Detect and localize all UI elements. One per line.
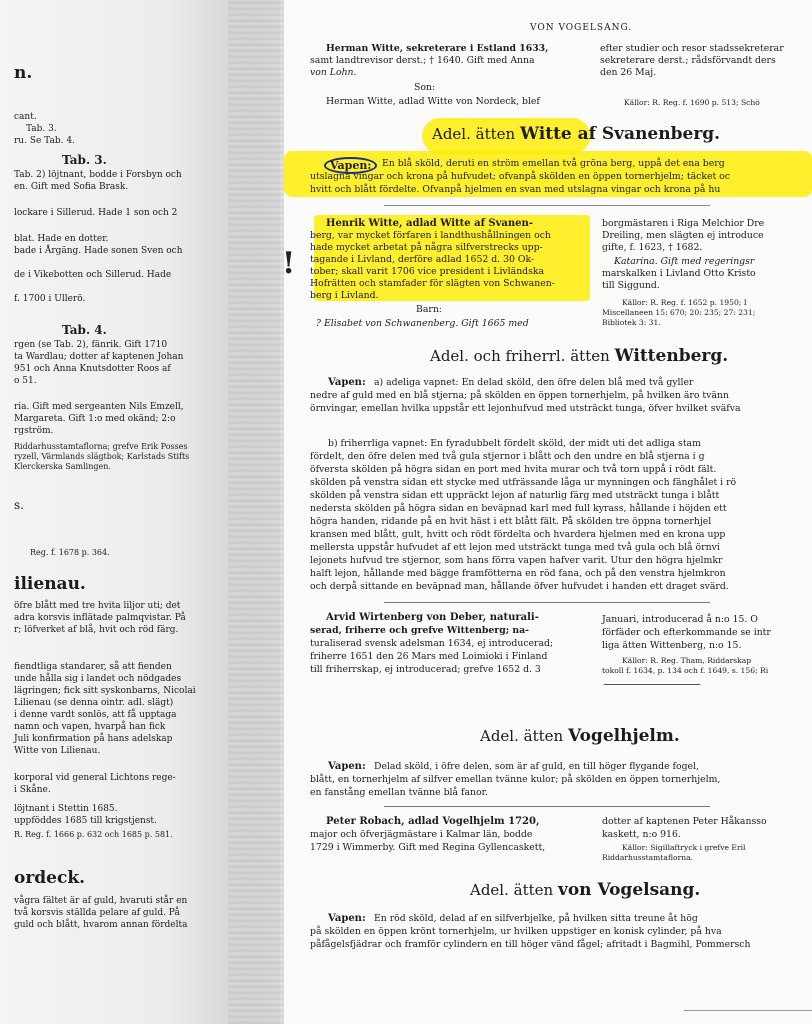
- left-line: Tab. 2) löjtnant, bodde i Forsbyn och: [14, 170, 182, 180]
- left-line: blat. Hade en dotter.: [14, 234, 109, 244]
- entry-line: kaskett, n:o 916.: [602, 829, 681, 840]
- entry-line: Arvid Wirtenberg von Deber, naturali-: [326, 612, 539, 623]
- left-line: lockare i Sillerud. Hade 1 son och 2: [14, 208, 178, 218]
- left-heading-fragment: n.: [14, 63, 33, 83]
- left-line: Margareta. Gift 1:o med okänd; 2:o: [14, 414, 176, 424]
- entry-line: hade mycket arbetat på några silfverstrecks upp-: [310, 242, 543, 253]
- left-line: de i Vikebotten och Sillerud. Hade: [14, 270, 172, 280]
- text-line: sekreterare derst.; rådsförvandt ders: [600, 55, 776, 66]
- left-line: Juli konfirmation på hans adelskap: [14, 734, 173, 744]
- vapen-text: på skölden en öppen krönt tornerhjelm, ur hvilken uppstiger en konisk cylinder, på hva: [310, 926, 722, 937]
- vapen-text: fördelt, den öfre delen med två gula stjernor i blått och den undre en blå stjerna i g: [310, 451, 705, 462]
- separator-line: [384, 205, 710, 206]
- entry-line: major och öfverjägmästare i Kalmar län, bodde: [310, 829, 533, 840]
- left-heading-fragment: ilienau.: [14, 574, 86, 594]
- entry-line: liga ätten Wittenberg, n:o 15.: [602, 640, 742, 651]
- left-line: ria. Gift med sergeanten Nils Emzell,: [14, 402, 184, 412]
- text-line: Son:: [414, 82, 436, 93]
- entry-line: Hofrätten och stamfader för slägten von Schwanen-: [310, 278, 555, 289]
- entry-line: till friherrskap, ej introducerad; grefve 1652 d. 3: [310, 664, 541, 675]
- left-line: öfre blått med tre hvita liljor uti; det: [14, 601, 181, 611]
- vapen-text: påfågelsfjädrar och framför cylindern en till höger vänd fågel; afritadt i Bagmihl, Pommersch: [310, 939, 751, 950]
- left-sources: Klerckerska Samlingen.: [14, 462, 111, 471]
- left-sources: Riddarhusstamtaflorna; grefve Erik Posses: [14, 442, 188, 451]
- vapen-text: skölden på venstra sidan ett uppräckt lejon af naturlig färg med utsträckt tunga i blått: [310, 490, 720, 501]
- text-line: Herman Witte, sekreterare i Estland 1633,: [326, 43, 549, 54]
- margin-exclamation-mark: !: [282, 246, 296, 281]
- sources-line: Riddarhusstamtaflorna.: [602, 853, 694, 862]
- left-line: unde hålla sig i landet och nödgades: [14, 674, 182, 684]
- left-line: lägringen; fick sitt syskonbarns, Nicolai: [14, 686, 196, 696]
- separator-line: [384, 602, 710, 603]
- entry-line: förfäder och efterkommande se intr: [602, 627, 771, 638]
- sources-line: Källor: R. Reg. Tham, Riddarskap: [622, 656, 752, 665]
- vapen-text: mellersta uppstår hufvudet af ett lejon med utsträckt tunga med två gula och blå örnvi: [310, 542, 720, 553]
- vapen-text: En röd sköld, delad af en silfverbjelke, på hvilken sitta treune åt hög: [374, 913, 698, 924]
- left-line: Witte von Lilienau.: [14, 746, 101, 756]
- left-line: 951 och Anna Knutsdotter Roos af: [14, 364, 171, 374]
- separator-line: [684, 1010, 812, 1011]
- left-line: bade i Årgäng. Hade sonen Sven och: [14, 246, 183, 256]
- vapen-label: Vapen:: [328, 377, 366, 388]
- vapen-text: nedre af guld med en blå stjerna; på skölden en öppen tornerhjelm, på hvilken äro tvänn: [310, 390, 729, 401]
- left-subheading: Tab. 3.: [62, 153, 107, 167]
- left-line: Tab. 3.: [26, 124, 57, 134]
- vapen-text: halft lejon, hållande med bägge framfötterna en röd fana, och på den venstra hjelmkron: [310, 568, 726, 579]
- left-line: löjtnant i Stettin 1685.: [14, 804, 118, 814]
- entry-line: Peter Robach, adlad Vogelhjelm 1720,: [326, 816, 540, 827]
- separator-line: [384, 806, 710, 807]
- vapen-text: kransen med blått, gult, hvitt och rödt fördelta och hvardera hjelmen med en krona upp: [310, 529, 726, 540]
- left-line: en. Gift med Sofia Brask.: [14, 182, 129, 192]
- left-line: i denne vardt sonlös, att få upptaga: [14, 710, 177, 720]
- entry-line: Henrik Witte, adlad Witte af Svanen-: [326, 218, 533, 229]
- text-line: Herman Witte, adlad Witte von Nordeck, blef: [326, 96, 540, 107]
- vapen-text: öfversta skölden på högra sidan en port med hvita murar och två torn uppå i rödt fält.: [310, 464, 717, 475]
- vapen-text: Delad sköld, i öfre delen, som är af guld, en till höger flygande fogel,: [374, 761, 699, 772]
- left-line: namn och vapen, hvarpå han fick: [14, 722, 166, 732]
- page-gutter: [228, 0, 284, 1024]
- vapen-text: utslagna vingar och krona på hufvudet; ofvanpå skölden en öppen tornerhjelm; täcket oc: [310, 171, 730, 182]
- left-line: s.: [14, 498, 24, 512]
- left-sources: R. Reg. f. 1666 p. 632 och 1685 p. 581.: [14, 830, 173, 839]
- running-head: VON VOGELSANG.: [530, 23, 633, 33]
- section-heading-vogelhjelm: Adel. ätten Vogelhjelm.: [480, 726, 680, 746]
- entry-line: Barn:: [416, 304, 442, 315]
- vapen-text: blått, en tornerhjelm af silfver emellan tvänne kulor; på skölden en öppen tornerhjelm,: [310, 774, 721, 785]
- entry-line: borgmästaren i Riga Melchior Dre: [602, 218, 765, 229]
- vapen-text: lejonets hufvud tre stjernor, som hans förra vapen hafver varit. Utur den högra hjelmkr: [310, 555, 723, 566]
- left-heading-fragment: ordeck.: [14, 868, 86, 888]
- left-line: uppföddes 1685 till krigstjenst.: [14, 816, 157, 826]
- left-sources: Reg. f. 1678 p. 364.: [30, 548, 110, 557]
- left-line: vågra fältet är af guld, hvaruti står en: [14, 896, 188, 906]
- sources-line: Bibliotek 3: 31.: [602, 318, 661, 327]
- vapen-text: skölden på venstra sidan ett stycke med utfrässande låga ur mynningen och fänghålet i rö: [310, 477, 737, 488]
- left-sources: ryzell, Värmlands slägtbok; Karlstads Stifts: [14, 452, 190, 461]
- entry-line: Januari, introducerad å n:o 15. O: [602, 614, 758, 625]
- vapen-text: a) adeliga vapnet: En delad sköld, den öfre delen blå med två gyller: [374, 377, 694, 388]
- entry-line: dotter af kaptenen Peter Håkansso: [602, 816, 767, 827]
- sources-line: Källor: R. Reg. f. 1652 p. 1950; I: [622, 298, 747, 307]
- vapen-text: En blå sköld, deruti en ström emellan två gröna berg, uppå det ena berg: [382, 158, 725, 169]
- entry-line: berg, var mycket förfaren i landthushållningen och: [310, 230, 551, 241]
- entry-line: serad, friherre och grefve Wittenberg; na-: [310, 625, 530, 636]
- entry-line: gifte, f. 1623, † 1682.: [602, 242, 703, 253]
- left-page-fragment: [0, 0, 280, 1024]
- left-line: rgström.: [14, 426, 54, 436]
- entry-line: Katarina. Gift med regeringsr: [614, 256, 755, 267]
- vapen-label: Vapen:: [328, 913, 366, 924]
- left-line: ta Wardlau; dotter af kaptenen Johan: [14, 352, 184, 362]
- entry-line: tagande i Livland, derföre adlad 1652 d. 30 Ok-: [310, 254, 535, 265]
- sources-line: Miscellaneen 15: 670; 20: 235; 27: 231;: [602, 308, 756, 317]
- entry-line: friherre 1651 den 26 Mars med Loimioki i Finland: [310, 651, 548, 662]
- left-line: adra korsvis inflätade palmqvistar. På: [14, 613, 186, 623]
- left-line: i Skåne.: [14, 785, 51, 795]
- left-subheading: Tab. 4.: [62, 323, 107, 337]
- left-line: Lilienau (se denna ointr. adl. slägt): [14, 698, 174, 708]
- left-line: r; löfverket af blå, hvit och röd färg.: [14, 625, 179, 635]
- text-line: von Lohn.: [310, 67, 357, 78]
- vapen-text: en fanstång emellan tvänne blå fanor.: [310, 787, 488, 798]
- vapen-text: b) friherrliga vapnet: En fyradubbelt fördelt sköld, der midt uti det adliga stam: [328, 438, 701, 449]
- left-line: cant.: [14, 112, 37, 122]
- entry-line: berg i Livland.: [310, 290, 379, 301]
- vapen-label: Vapen:: [324, 157, 377, 174]
- sources-line: Källor: Sigillaftryck i grefve Eril: [622, 843, 746, 852]
- entry-line: ? Elisabet von Schwanenberg. Gift 1665 med: [316, 318, 529, 329]
- left-line: korporal vid general Lichtons rege-: [14, 773, 176, 783]
- left-line: rgen (se Tab. 2), fänrik. Gift 1710: [14, 340, 168, 350]
- vapen-text: hvitt och blått fördelte. Ofvanpå hjelmen en svan med utslagna vingar och krona på hu: [310, 184, 721, 195]
- entry-line: Dreiling, men slägten ej introduce: [602, 230, 764, 241]
- text-line: samt landtrevisor derst.; † 1640. Gift med Anna: [310, 55, 535, 66]
- entry-line: marskalken i Livland Otto Kristo: [602, 268, 756, 279]
- sources-line: tokoll f. 1634, p. 134 och f. 1649, s. 156; Ri: [602, 666, 769, 675]
- text-line: efter studier och resor stadssekreterar: [600, 43, 784, 54]
- section-heading-svanenberg: Adel. ätten Witte af Svanenberg.: [432, 124, 721, 144]
- section-heading-vogelsang: Adel. ätten von Vogelsang.: [470, 880, 701, 900]
- vapen-text: nedersta skölden på högra sidan en beväpnad karl med full kyrass, hållande i höjden ett: [310, 503, 727, 514]
- left-line: två korsvis ställda pelare af guld. På: [14, 908, 180, 918]
- left-line: f. 1700 i Ullerö.: [14, 294, 86, 304]
- left-line: ru. Se Tab. 4.: [14, 136, 75, 146]
- right-page: [284, 0, 812, 1024]
- left-line: guld och blått, hvarom annan fördelta: [14, 920, 188, 930]
- entry-line: tober; skall varit 1706 vice president i Livländska: [310, 266, 545, 277]
- left-line: fiendtliga standarer, så att fienden: [14, 662, 172, 672]
- entry-line: 1729 i Wimmerby. Gift med Regina Gyllencaskett,: [310, 842, 546, 853]
- vapen-text: örnvingar, emellan hvilka uppstår ett lejonhufvud med utsträckt tunga, öfver hvilket sväfva: [310, 403, 741, 414]
- entry-line: till Siggund.: [602, 280, 660, 291]
- separator-line: [604, 684, 700, 685]
- vapen-text: högra handen, ridande på en hvit häst i ett blått fält. På skölden tre öppna tornerhjel: [310, 516, 712, 527]
- sources-line: Källor: R. Reg. f. 1690 p. 513; Schö: [624, 98, 760, 107]
- entry-line: turaliserad svensk adelsman 1634, ej introducerad;: [310, 638, 554, 649]
- vapen-text: och derpå sittande en beväpnad man, hållande öfver hufvudet i handen ett draget svärd.: [310, 581, 729, 592]
- section-heading-wittenberg: Adel. och friherrl. ätten Wittenberg.: [430, 346, 729, 366]
- text-line: den 26 Maj.: [600, 67, 657, 78]
- left-line: o 51.: [14, 376, 37, 386]
- vapen-label: Vapen:: [328, 761, 366, 772]
